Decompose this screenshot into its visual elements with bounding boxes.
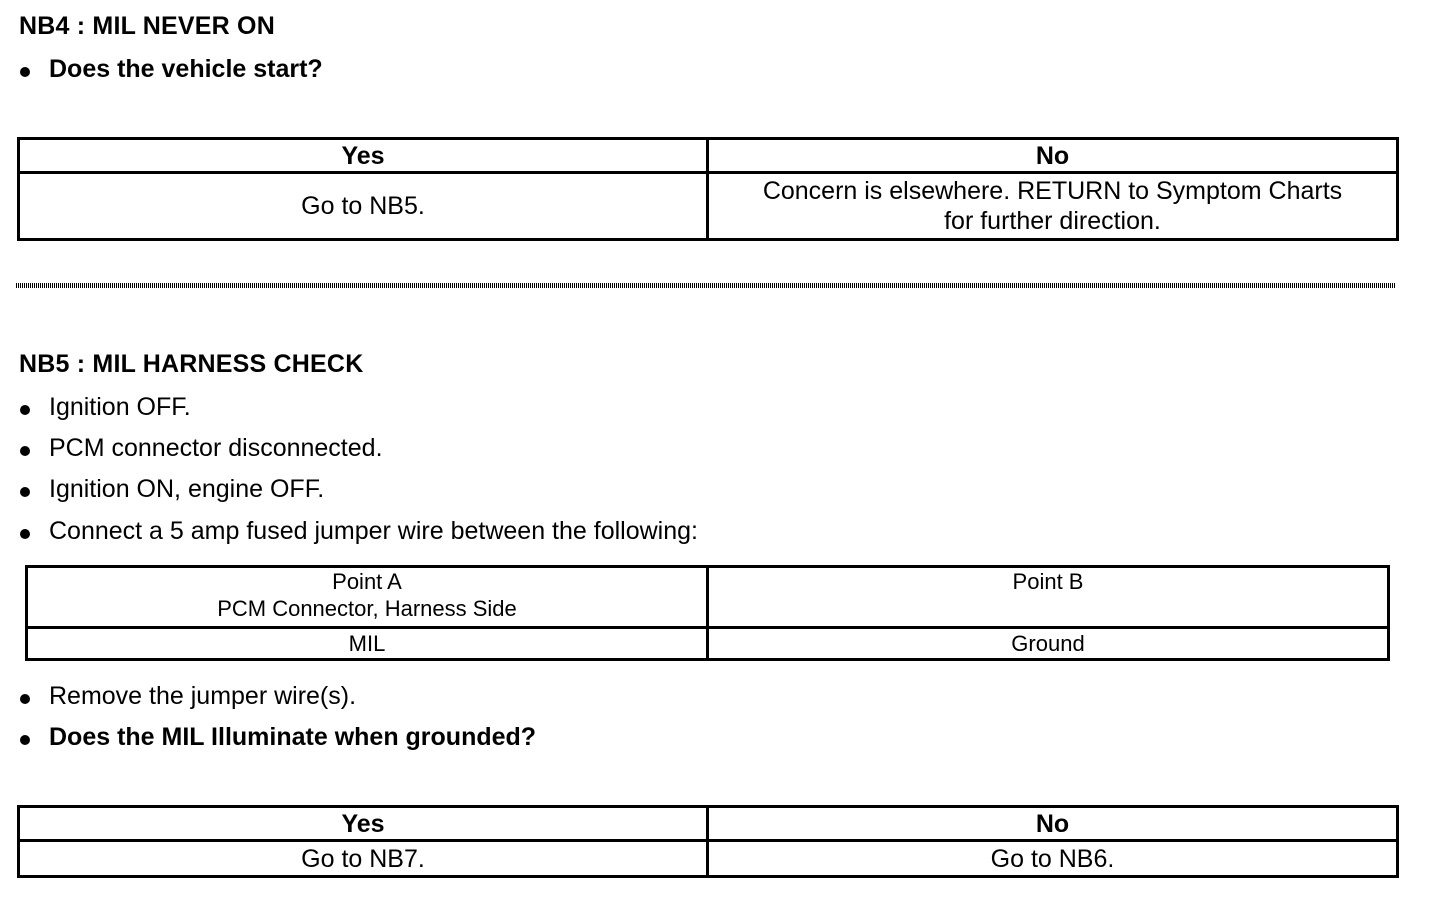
nb4-no-result-line1: Concern is elsewhere. RETURN to Symptom Charts	[762, 177, 1343, 205]
nb4-question-text: Does the vehicle start?	[49, 55, 323, 83]
nb5-step	[18, 436, 383, 461]
bullet-icon	[20, 735, 30, 745]
nb5-question-text: Does the MIL Illuminate when grounded?	[49, 723, 537, 751]
bullet-icon	[20, 487, 30, 497]
bullet-icon	[20, 446, 30, 456]
nb5-after-step-text: Remove the jumper wire(s).	[49, 682, 357, 710]
point-a-header	[27, 567, 708, 628]
nb4-result-table	[17, 137, 1399, 241]
bullet-icon	[20, 405, 30, 415]
nb5-step	[18, 477, 324, 502]
point-b-value: Ground	[708, 628, 1389, 660]
nb5-question	[18, 725, 536, 750]
nb5-step-text: PCM connector disconnected.	[49, 434, 383, 462]
nb5-step-text: Connect a 5 amp fused jumper wire between the following:	[49, 517, 698, 545]
point-a-value: MIL	[27, 628, 708, 660]
nb5-step-text: Ignition ON, engine OFF.	[49, 475, 325, 503]
nb5-step-text: Ignition OFF.	[49, 393, 191, 421]
nb4-question	[18, 57, 323, 82]
nb5-yes-header: Yes	[19, 807, 708, 841]
nb5-yes-result: Go to NB7.	[19, 841, 708, 877]
section-divider	[16, 283, 1396, 288]
nb5-no-result: Go to NB6.	[708, 841, 1398, 877]
jumper-table	[25, 565, 1390, 661]
nb4-yes-header: Yes	[19, 139, 708, 173]
nb4-heading: NB4 : MIL NEVER ON	[19, 12, 275, 40]
nb5-heading: NB5 : MIL HARNESS CHECK	[19, 350, 364, 378]
nb4-no-header: No	[708, 139, 1398, 173]
nb5-no-header: No	[708, 807, 1398, 841]
nb5-step	[18, 395, 191, 420]
point-a-description: PCM Connector, Harness Side	[217, 596, 517, 621]
bullet-icon	[20, 67, 30, 77]
point-a-label: Point A	[332, 569, 402, 594]
nb5-after-step	[18, 684, 356, 709]
bullet-icon	[20, 694, 30, 704]
point-b-header: Point B	[708, 567, 1389, 628]
nb5-result-table	[17, 805, 1399, 878]
nb4-yes-result: Go to NB5.	[19, 173, 708, 240]
nb4-no-result-line2: for further direction.	[944, 207, 1161, 235]
bullet-icon	[20, 529, 30, 539]
nb4-no-result	[708, 173, 1398, 240]
nb5-step	[18, 519, 698, 544]
